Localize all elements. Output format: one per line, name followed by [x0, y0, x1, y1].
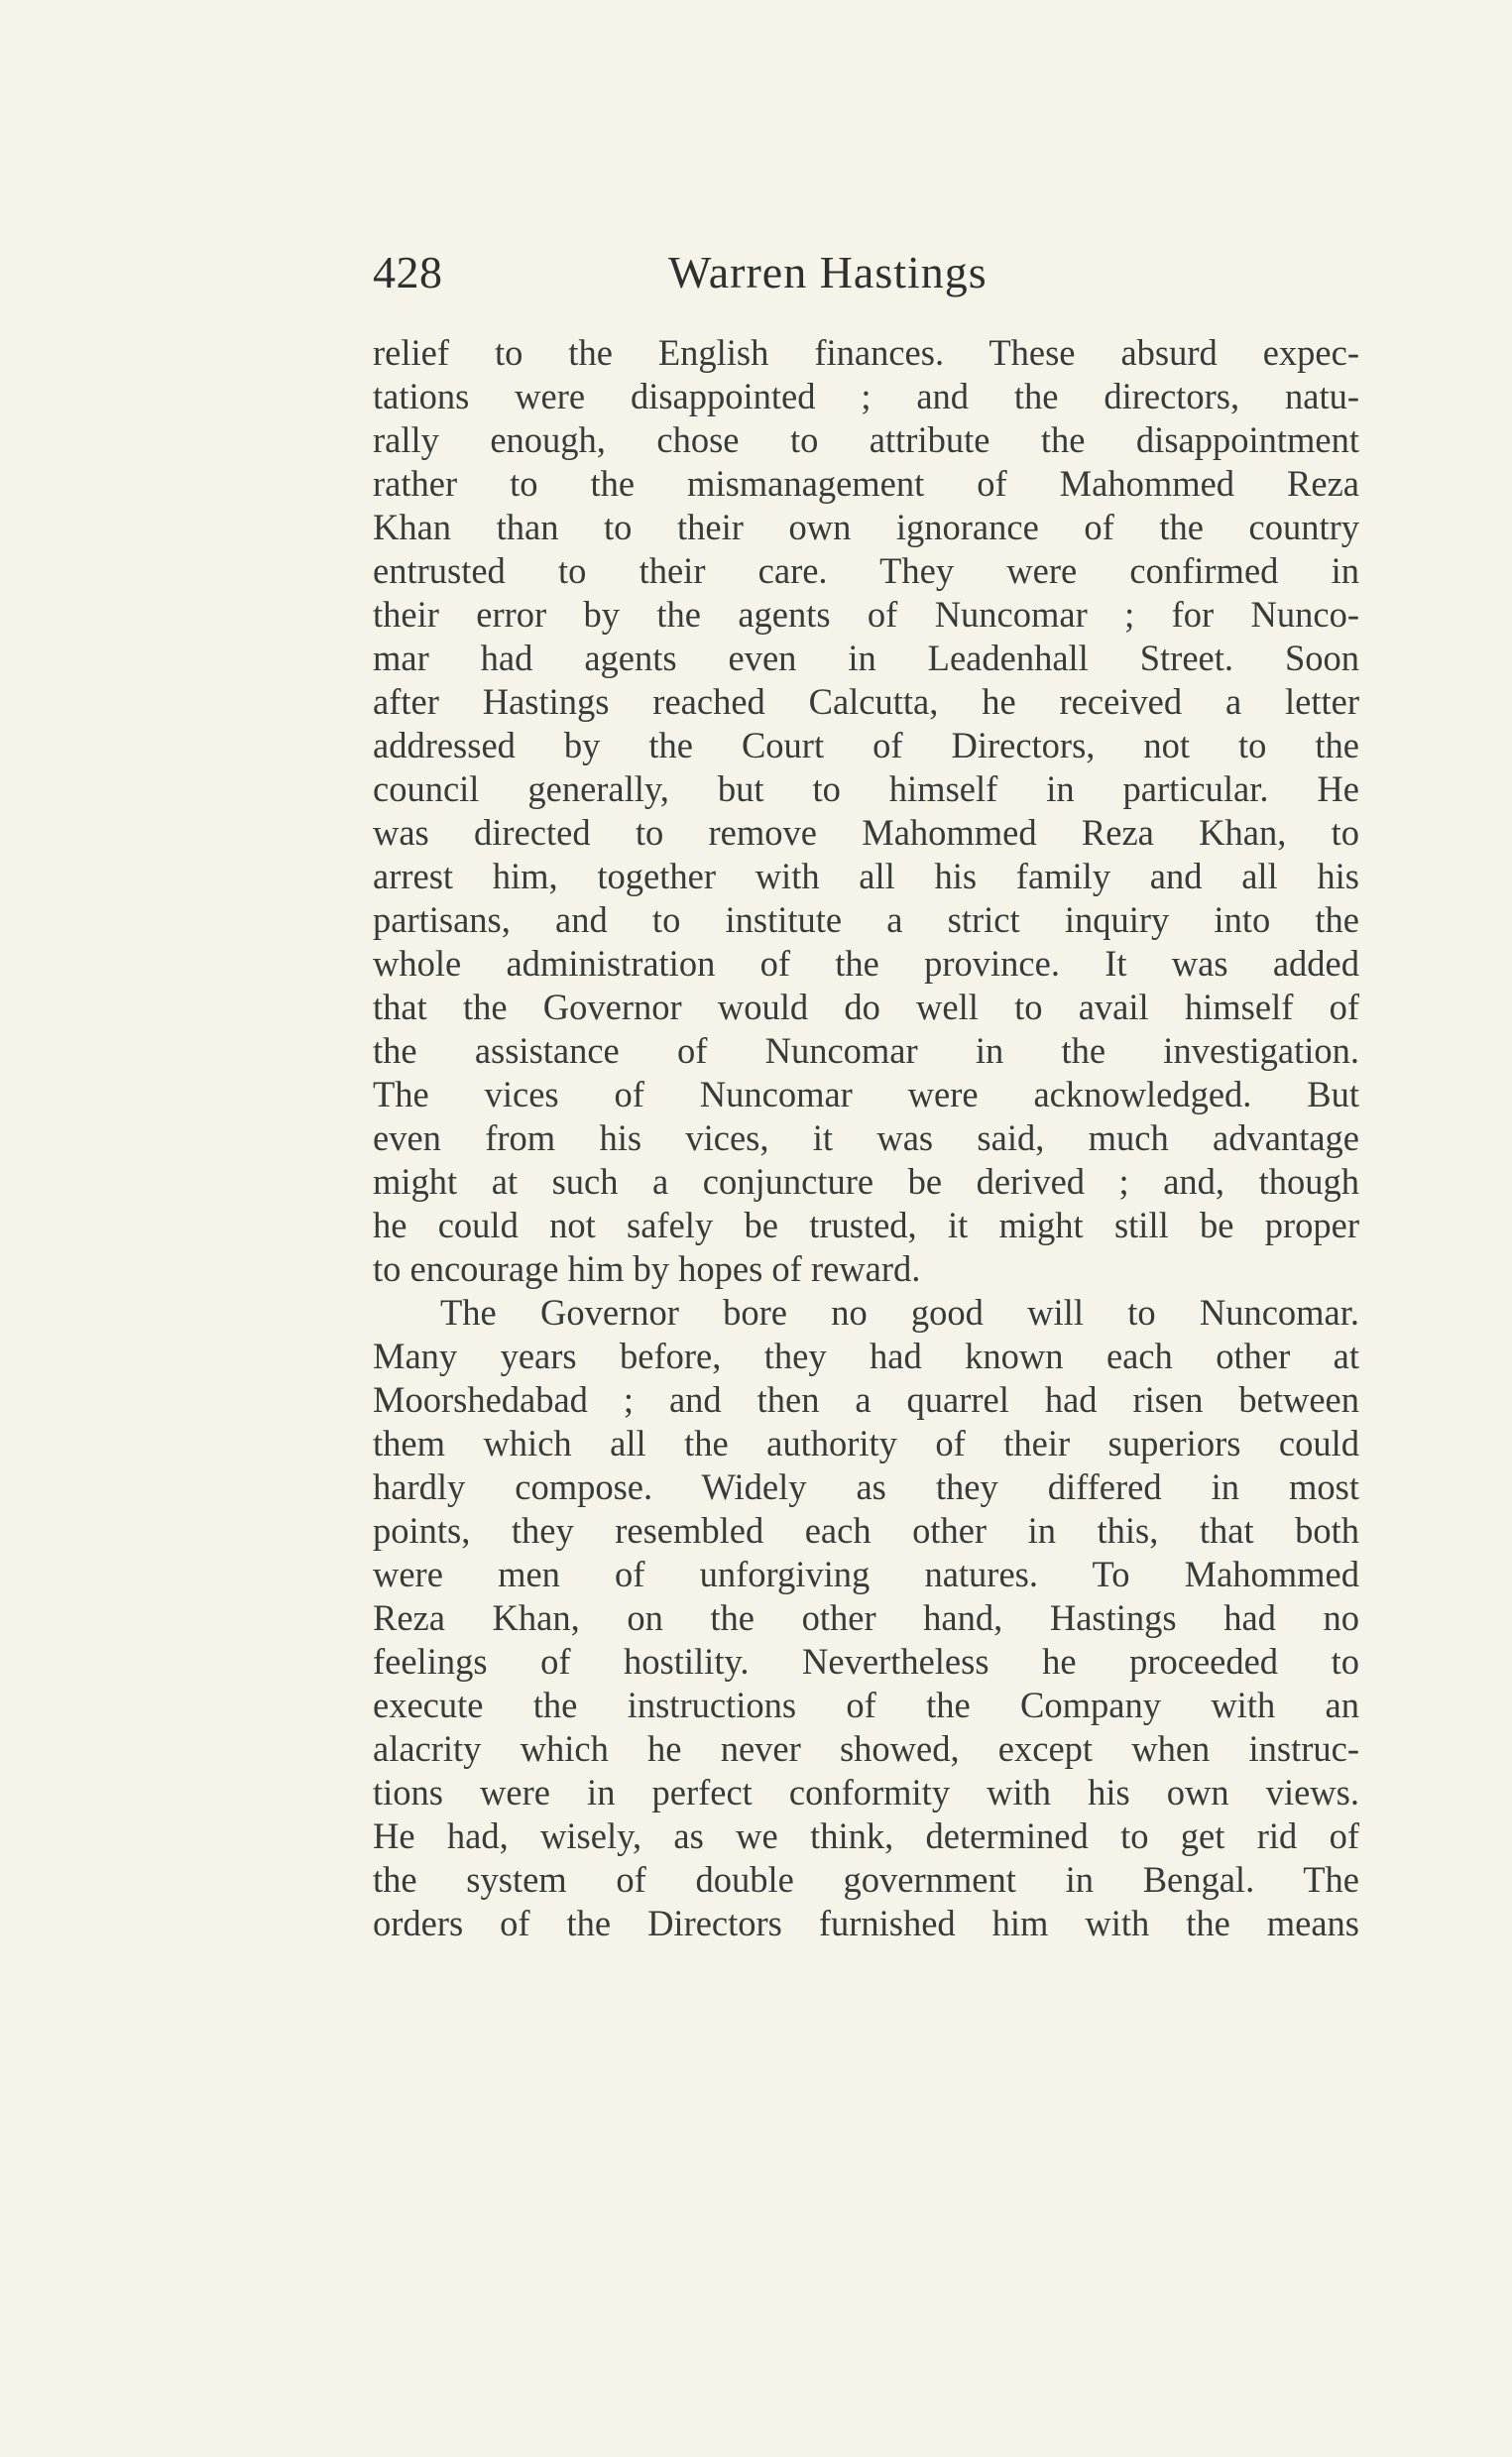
paragraph-end-line: to encourage him by hopes of reward. [373, 1248, 921, 1289]
text-line: hardly compose. Widely as they differed in most [373, 1466, 1359, 1507]
text-line: that the Governor would do well to avail himself of [373, 987, 1359, 1027]
text-line: tions were in perfect conformity with his own views. [373, 1772, 1359, 1813]
text-line: whole administration of the province. It was added [373, 943, 1359, 984]
text-line: Many years before, they had known each other at [373, 1336, 1359, 1376]
running-head [373, 246, 1359, 317]
text-line: Moorshedabad ; and then a quarrel had risen between [373, 1379, 1359, 1420]
text-line: addressed by the Court of Directors, not to the [373, 725, 1359, 765]
text-line: even from his vices, it was said, much advantage [373, 1117, 1359, 1158]
text-line: was directed to remove Mahommed Reza Khan, to [373, 812, 1359, 853]
text-line: partisans, and to institute a strict inquiry into the [373, 899, 1359, 940]
text-line: mar had agents even in Leadenhall Street. Soon [373, 638, 1359, 678]
paragraph-start-line: The Governor bore no good will to Nuncomar. [440, 1292, 1359, 1333]
text-line: he could not safely be trusted, it might still be proper [373, 1205, 1359, 1245]
body-text [373, 331, 1359, 1945]
text-line: tations were disappointed ; and the directors, natu- [373, 376, 1359, 416]
text-line: after Hastings reached Calcutta, he received a letter [373, 681, 1359, 722]
text-line: council generally, but to himself in particular. He [373, 768, 1359, 809]
text-line: rally enough, chose to attribute the disappointment [373, 419, 1359, 460]
book-page [373, 246, 1359, 1945]
text-line: Reza Khan, on the other hand, Hastings had no [373, 1597, 1359, 1638]
text-line: arrest him, together with all his family and all his [373, 856, 1359, 896]
text-line: might at such a conjuncture be derived ; and, though [373, 1161, 1359, 1202]
text-line: feelings of hostility. Nevertheless he proceeded to [373, 1641, 1359, 1682]
text-line: entrusted to their care. They were confirmed in [373, 550, 1359, 591]
text-line: Khan than to their own ignorance of the country [373, 507, 1359, 547]
text-line: points, they resembled each other in this, that both [373, 1510, 1359, 1551]
text-line: the system of double government in Bengal. The [373, 1859, 1359, 1900]
text-line: The vices of Nuncomar were acknowledged. But [373, 1074, 1359, 1114]
text-line: He had, wisely, as we think, determined to get rid of [373, 1815, 1359, 1856]
text-line: them which all the authority of their superiors could [373, 1423, 1359, 1463]
running-title: Warren Hastings [668, 247, 988, 297]
text-line: orders of the Directors furnished him with the means [373, 1903, 1359, 1943]
text-line: their error by the agents of Nuncomar ; for Nunco- [373, 594, 1359, 635]
text-line: alacrity which he never showed, except when instruc- [373, 1728, 1359, 1769]
text-line: were men of unforgiving natures. To Mahommed [373, 1554, 1359, 1594]
page-number: 428 [373, 247, 443, 297]
text-line: execute the instructions of the Company with an [373, 1685, 1359, 1725]
text-line: rather to the mismanagement of Mahommed Reza [373, 463, 1359, 504]
text-line: relief to the English finances. These absurd expec- [373, 332, 1359, 373]
text-line: the assistance of Nuncomar in the investigation. [373, 1030, 1359, 1071]
